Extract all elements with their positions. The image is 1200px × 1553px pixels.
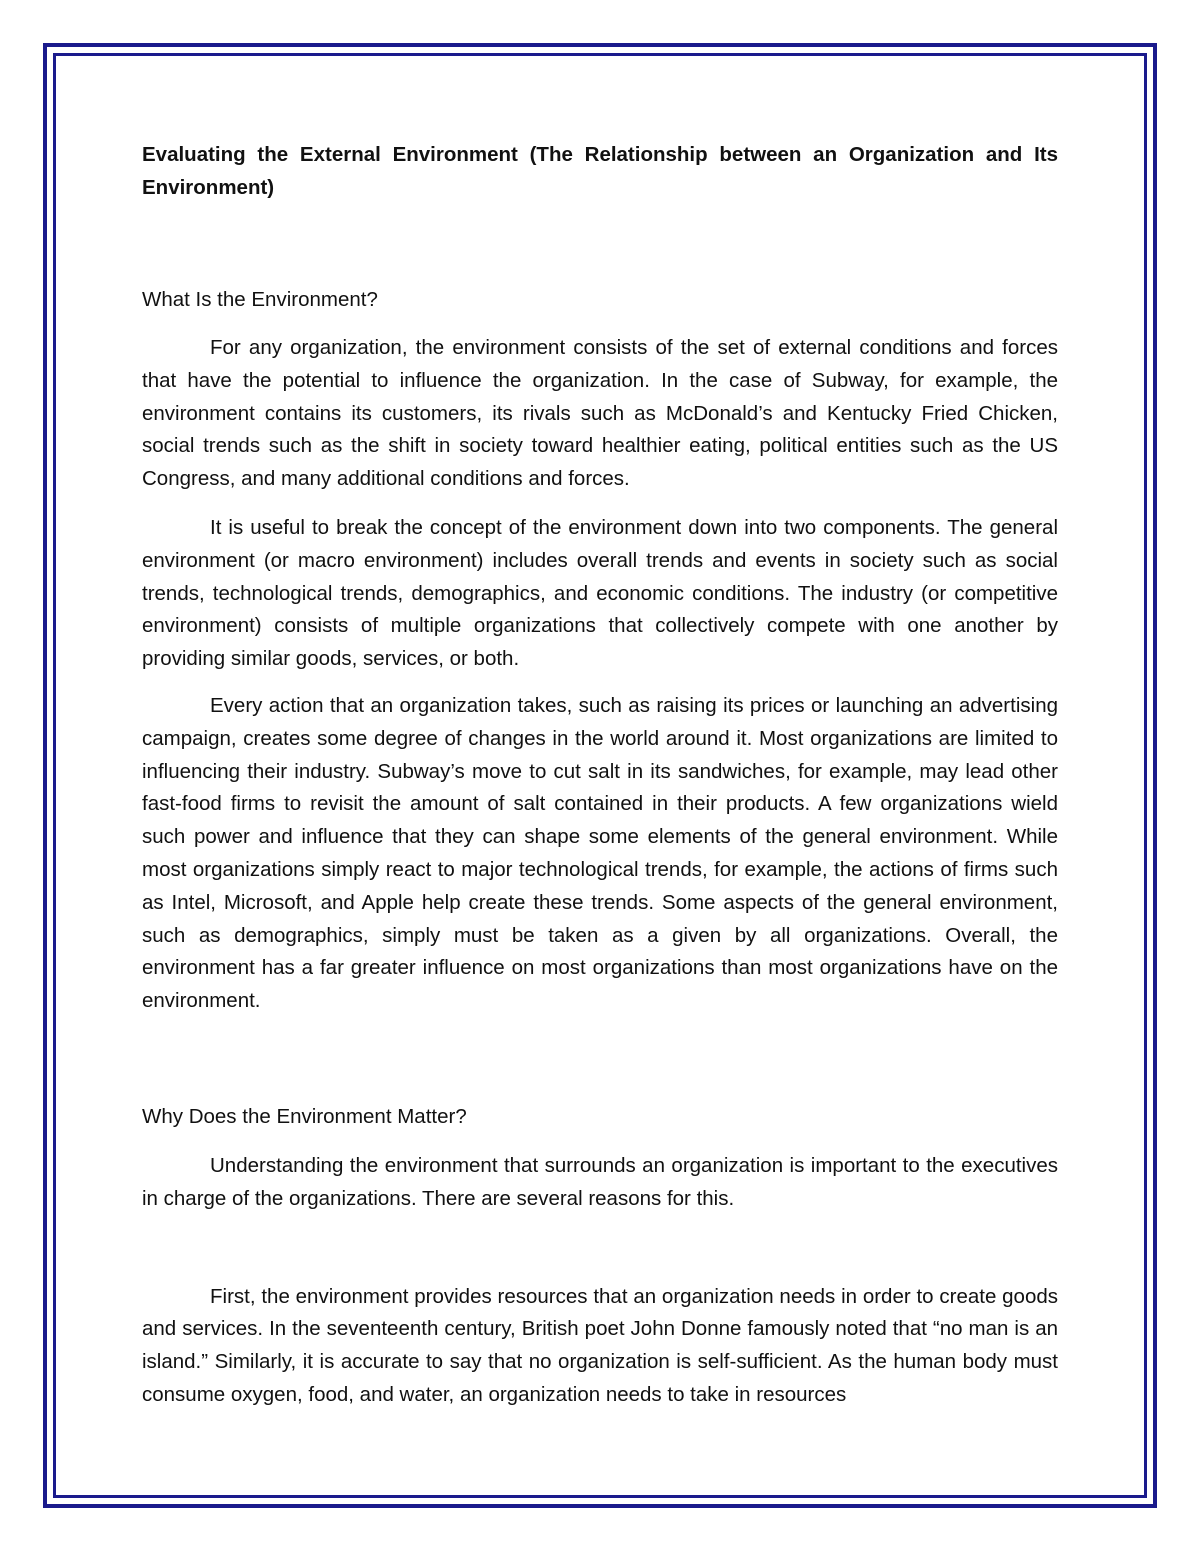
document-body [142,138,1058,1412]
paragraph: It is useful to break the concept of the environment down into two components. The general environment (or macro environment) includes overall trends and events in society such as social trends, technological trends, demographics, and economic conditions. The industry (or competitive environment) consists of multiple organizations that collectively compete with one another by providing similar goods, services, or both. [142,515,1058,671]
paragraph: Every action that an organization takes, such as raising its prices or launching an advertising campaign, creates some degree of changes in the world around it. Most organizations are limited to influencing their industry. Subway’s move to cut salt in its sandwiches, for example, may lead other fast-food firms to revisit the amount of salt contained in their products. A few organizations wield such power and influence that they can shape some elements of the general environment. While most organizations simply react to major technological trends, for example, the actions of firms such as Intel, Microsoft, and Apple help create these trends. Some aspects of the general environment, such as demographics, simply must be taken as a given by all organizations. Overall, the environment has a far greater influence on most organizations than most organizations have on the environment. [142,693,1058,1013]
document-title: Evaluating the External Environment (The Relationship between an Organization and Its Environment) [142,143,1058,199]
paragraph: Understanding the environment that surrounds an organization is important to the executives in charge of the organizations. There are several reasons for this. [142,1153,1058,1210]
section-heading-what-is-environment: What Is the Environment? [142,288,378,311]
paragraph: For any organization, the environment consists of the set of external conditions and forces that have the potential to influence the organization. In the case of Subway, for example, the environment contains its customers, its rivals such as McDonald’s and Kentucky Fried Chicken, social trends such as the shift in society toward healthier eating, political entities such as the US Congress, and many additional conditions and forces. [142,336,1058,491]
section-heading-why-environment-matters: Why Does the Environment Matter? [142,1104,467,1128]
paragraph: First, the environment provides resources that an organization needs in order to create goods and services. In the seventeenth century, British poet John Donne famously noted that “no man is an island.” Similarly, it is accurate to say that no organization is self-sufficient. As the human body must consume oxygen, food, and water, an organization needs to take in resources [142,1284,1058,1406]
